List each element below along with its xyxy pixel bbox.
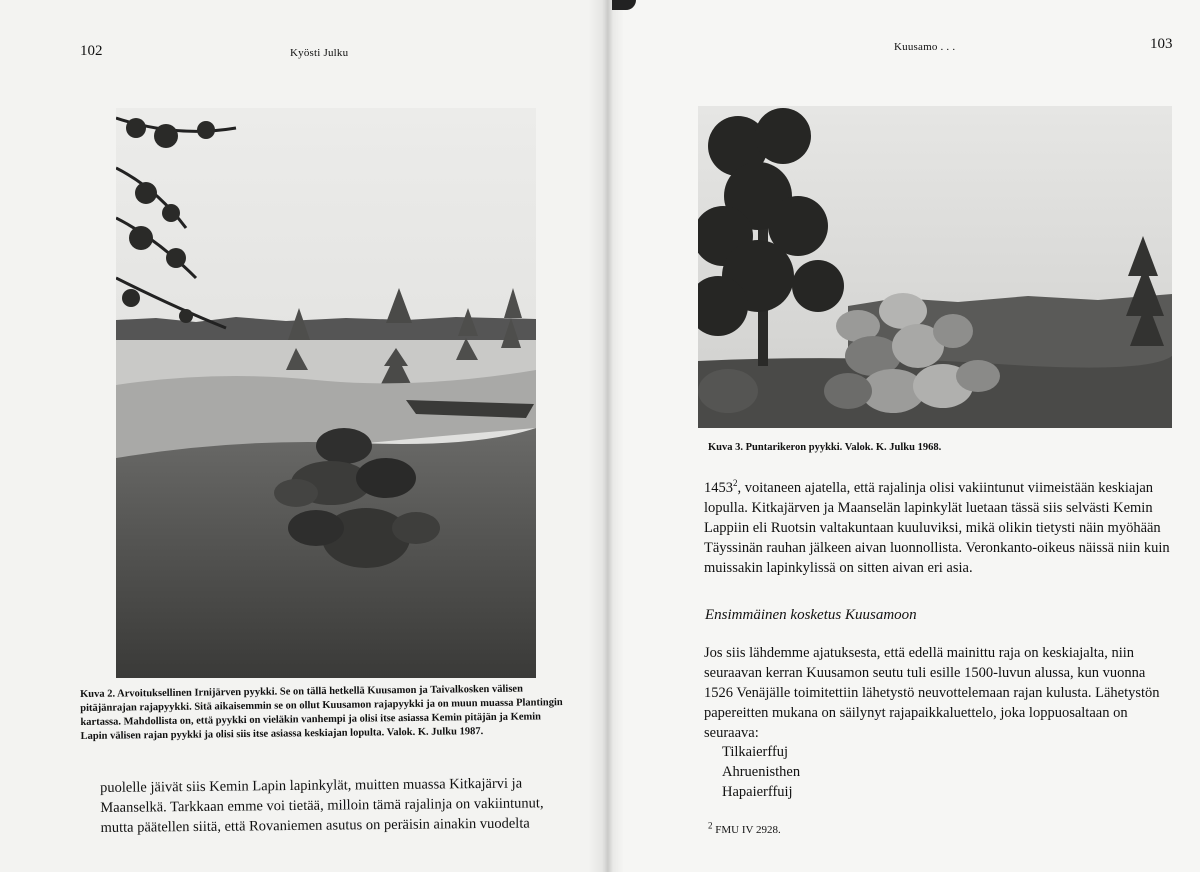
list-item: Tilkaierffuj bbox=[722, 744, 789, 760]
place-list bbox=[722, 742, 800, 802]
list-item: Hapaierffuij bbox=[722, 784, 793, 800]
year-text: 1453 bbox=[704, 480, 733, 496]
right-page bbox=[604, 0, 1200, 872]
paragraph bbox=[704, 478, 1172, 578]
book-gutter bbox=[588, 0, 624, 872]
body-line: Maanselkä. Tarkkaan emme voi tietää, milloin tämä rajalinja on vakiintunut, bbox=[100, 795, 544, 816]
figure-caption: Kuva 2. Arvoituksellinen Irnijärven pyykki. Se on tällä hetkellä Kuusamon ja Taivalkosken välisen pitäjänrajan rajapyykki. Sitä aikaisemmin se on ollut Kuusamon rajapyykki ja on muun muassa Plantingin kartassa. Mahdollista on, että pyykki on vieläkin vanhempi ja olisi itse asiassa Kemin pitäjän ja Kemin Lapin välisen rajan pyykki ja olisi siis itse asiassa keskiajan lopulta. Valok. K. Julku 1987. bbox=[80, 683, 563, 742]
running-head: Kyösti Julku bbox=[290, 47, 349, 59]
running-head: Kuusamo . . . bbox=[894, 41, 956, 53]
footnote bbox=[708, 820, 781, 836]
page-number: 103 bbox=[1150, 36, 1173, 52]
body-line: puolelle jäivät siis Kemin Lapin lapinkylät, muitten muassa Kitkajärvi ja bbox=[100, 775, 523, 796]
footnote-number: 2 bbox=[708, 820, 713, 831]
body-line: mutta päätellen siitä, että Rovaniemen asutus on peräisin ainakin vuodelta bbox=[100, 815, 530, 836]
paragraph-text: , voitaneen ajatella, että rajalinja olisi vakiintunut viimeistään keskiajan lopulla. Kitkajärven ja Maanselän lapinkylät luetaan tässä siis selvästi Kemin Lappiin eli Ruotsin valtakuntaan kuuluviksi, mikä olikin tietysti näin myöhään Täyssinän rauhan jälkeen aivan luonnollista. Veronkanto-oikeus näissä niin kuin muissakin lapinkylissä on sitten aivan eri asia. bbox=[704, 480, 1170, 576]
photo-irnijarvi-cairn bbox=[116, 108, 536, 678]
section-heading: Ensimmäinen kosketus Kuusamoon bbox=[705, 607, 917, 623]
list-item: Ahruenisthen bbox=[722, 764, 801, 780]
photo-puntarikero-cairn bbox=[698, 106, 1172, 428]
paragraph: Jos siis lähdemme ajatuksesta, että edellä mainittu raja on keskiajalta, niin seuraavan kerran Kuusamon seutu tuli esille 1500-luvun alussa, kun vuonna 1526 Venäjälle toimitettiin lähetystö neuvottelemaan rajan kulusta. Lähetystön papereitten mukana on säilynyt rajapaikkaluettelo, joka loppuosaltaan on seuraava: bbox=[704, 645, 1160, 741]
footnote-marker: 2 bbox=[733, 478, 738, 489]
figure-caption: Kuva 3. Puntarikeron pyykki. Valok. K. Julku 1968. bbox=[708, 442, 942, 453]
page-number: 102 bbox=[80, 43, 103, 59]
footnote-text: FMU IV 2928. bbox=[715, 824, 781, 836]
body-text bbox=[100, 773, 571, 838]
